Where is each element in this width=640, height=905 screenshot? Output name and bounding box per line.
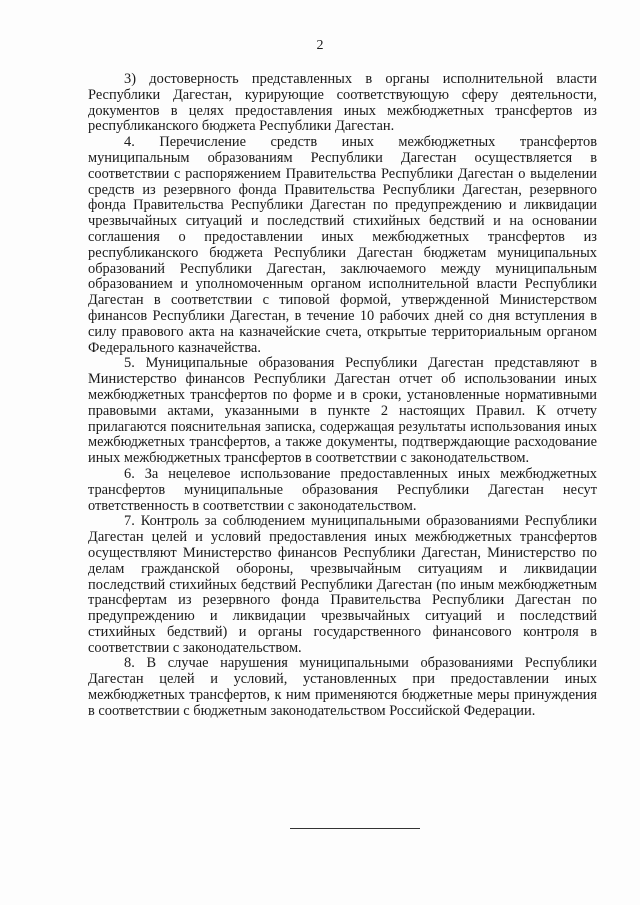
page-number: 2 — [316, 38, 324, 53]
paragraph-item-3: 3) достоверность представленных в органы исполнительной власти Республики Дагестан, курирующие соответствующую сферу деятельности, документов в целях предоставления иных межбюджетных трансфертов из республиканского бюджета Республики Дагестан. — [88, 71, 597, 135]
paragraph-item-4: 4. Перечисление средств иных межбюджетных трансфертов муниципальным образованиям Республики Дагестан осуществляется в соответствии с распоряжением Правительства Республики Дагестан о выделении средств из резервного фонда Правительства Республики Дагестан, резервного фонда Правительства Республики Дагестан по предупреждению и ликвидации чрезвычайных ситуаций и последствий стихийных бедствий и на основании соглашения о предоставлении иных межбюджетных трансфертов из республиканского бюджета Республики Дагестан бюджетам муниципальных образований Республики Дагестан, заключаемого между муниципальным образованием и уполномоченным органом исполнительной власти Республики Дагестан в соответствии с типовой формой, утвержденной Министерством финансов Республики Дагестан, в течение 10 рабочих дней со дня вступления в силу правового акта на казначейские счета, открытые территориальным органом Федерального казначейства. — [88, 134, 597, 356]
paragraph-item-6: 6. За нецелевое использование предоставленных иных межбюджетных трансфертов муниципальные образования Республики Дагестан несут ответственность в соответствии с законодательством. — [88, 465, 597, 514]
paragraph-item-8: 8. В случае нарушения муниципальными образованиями Республики Дагестан целей и условий, установленных при предоставлении иных межбюджетных трансфертов, к ним применяются бюджетные меры принуждения в соответствии с бюджетным законодательством Российской Федерации. — [88, 655, 597, 719]
paragraph-item-7: 7. Контроль за соблюдением муниципальными образованиями Республики Дагестан целей и условий предоставления иных межбюджетных трансфертов осуществляют Министерство финансов Республики Дагестан, Министерство по делам гражданской обороны, чрезвычайным ситуациям и ликвидации последствий стихийных бедствий Республики Дагестан (по иным межбюджетным трансфертам из резервного фонда Правительства Республики Дагестан по предупреждению и ликвидации чрезвычайных ситуаций и последствий стихийных бедствий) и органы государственного финансового контроля в соответствии с законодательством. — [88, 513, 597, 656]
document-body — [88, 72, 597, 720]
paragraph-item-5: 5. Муниципальные образования Республики Дагестан представляют в Министерство финансов Республики Дагестан отчет об использовании иных межбюджетных трансфертов по форме и в сроки, установленные нормативными правовыми актами, указанными в пункте 2 настоящих Правил. К отчету прилагаются пояснительная записка, содержащая результаты использования иных межбюджетных трансфертов, а также документы, подтверждающие расходование иных межбюджетных трансфертов в соответствии с законодательством. — [88, 355, 597, 467]
end-divider-line — [290, 828, 420, 829]
